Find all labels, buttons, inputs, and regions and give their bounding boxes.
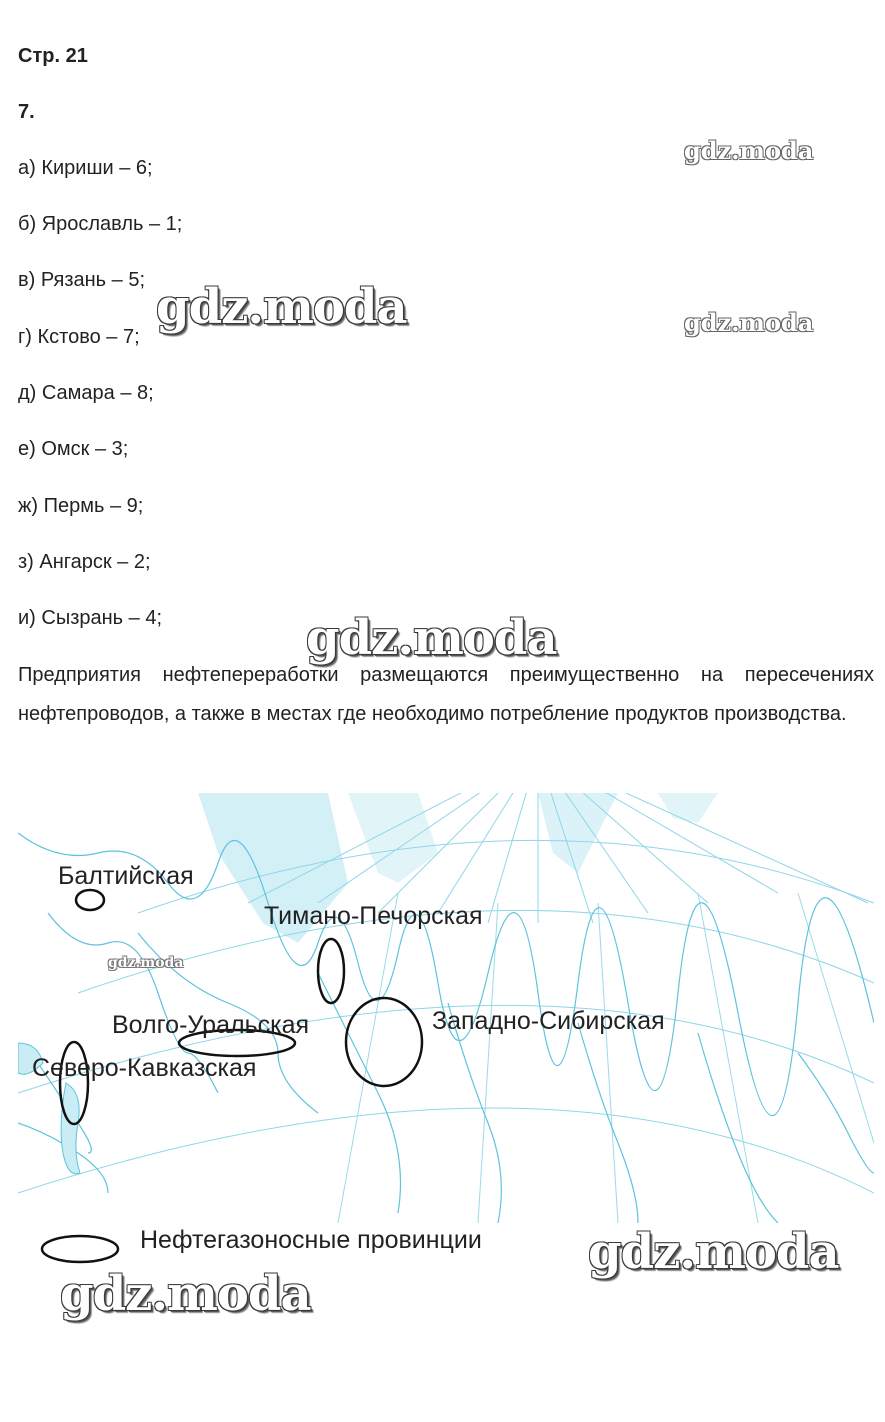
answer-item: в) Рязань – 5; [18, 269, 146, 291]
label-timan-pechora: Тимано-Печорская [264, 902, 483, 930]
watermark: gdz.moda [684, 136, 814, 165]
answer-item: г) Кстово – 7; [18, 326, 140, 348]
answer-item: з) Ангарск – 2; [18, 551, 151, 573]
watermark: gdz.moda [60, 1266, 311, 1322]
label-north-caucasus: Северо-Кавказская [32, 1054, 257, 1082]
answer-item: д) Самара – 8; [18, 382, 154, 404]
legend-ellipse-icon [40, 1234, 122, 1266]
legend-label: Нефтегазоносные провинции [140, 1226, 482, 1254]
page-title: Стр. 21 [18, 45, 88, 67]
conclusion-paragraph: Предприятия нефтепереработки размещаются преимущественно на пересечениях нефтепроводов, а также в местах где необходимо потребление продуктов производства. [18, 664, 874, 725]
label-volga-ural: Волго-Уральская [112, 1011, 310, 1039]
label-west-siberian: Западно-Сибирская [432, 1007, 665, 1035]
answer-item: и) Сызрань – 4; [18, 607, 163, 629]
exercise-number: 7. [18, 101, 35, 123]
label-baltic: Балтийская [58, 862, 194, 890]
watermark: gdz.moda [156, 279, 407, 335]
watermark: gdz.moda [108, 955, 184, 971]
watermark: gdz.moda [684, 308, 814, 337]
answer-item: е) Омск – 3; [18, 438, 129, 460]
contour-map [18, 793, 874, 1223]
watermark: gdz.moda [588, 1224, 839, 1280]
watermark: gdz.moda [306, 610, 557, 666]
answer-item: ж) Пермь – 9; [18, 495, 144, 517]
answer-item: б) Ярославль – 1; [18, 213, 183, 235]
answer-item: а) Кириши – 6; [18, 157, 153, 179]
